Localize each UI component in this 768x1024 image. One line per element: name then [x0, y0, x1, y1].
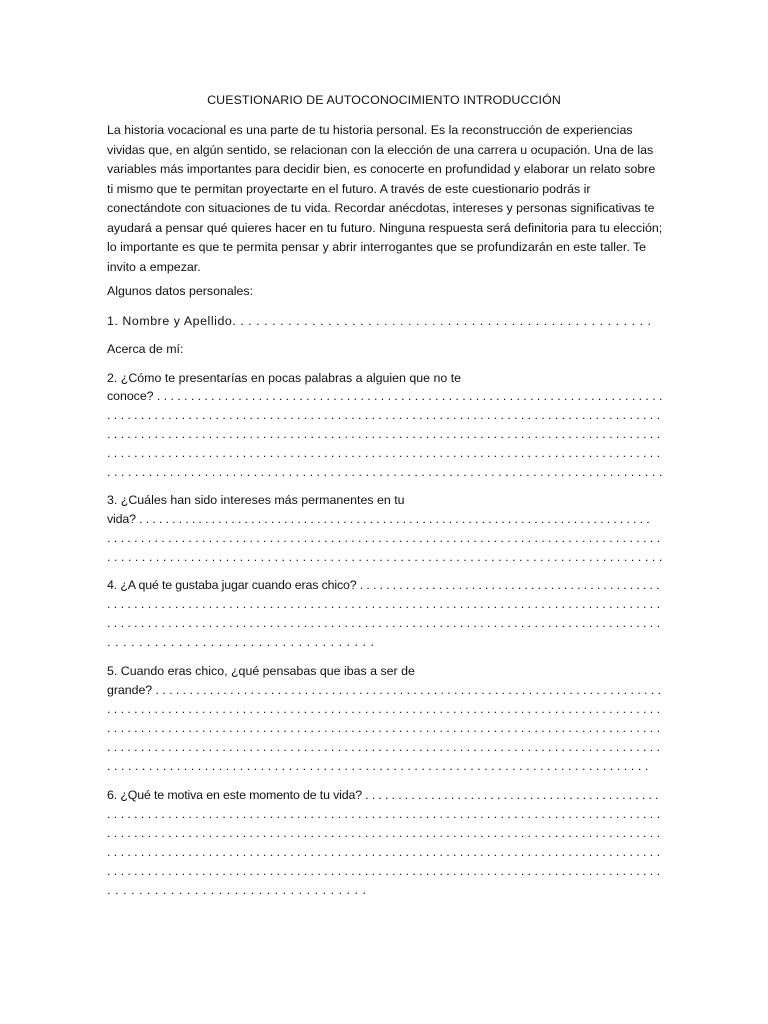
- answer-line: . . . . . . . . . . . . . . . . . . . . . . . . . . . . . . . . . . . . . . . . . . . . . . . . . . . . . . . . . . . . . . . . . . . . . . . . . . . . . . . . . .: [107, 446, 660, 460]
- answer-line: . . . . . . . . . . . . . . . . . . . . . . . . . . . . . . . . . . . . . . . . . . . . . . . . . . . . . . . . . . . . . . . . . . . . . . . . . . . . . . . . . .: [107, 616, 660, 630]
- question-6-text: 6. ¿Qué te motiva en este momento de tu vida? . . . . . . . . . . . . . . . . . . . . . . . . . . . . . . . . . . . . . . . . . . . . .: [107, 788, 659, 802]
- answer-line: . . . . . . . . . . . . . . . . . . . . . . . . . . . . . . . . . . . . . . . . . . . . . . . . . . . . . . . . . . . . . . . . . . . . . . . . . . . . . . . . . .: [107, 531, 660, 545]
- question-5-text: 5. Cuando eras chico, ¿qué pensabas que ibas a ser de: [107, 664, 415, 678]
- about-me-heading: Acerca de mí:: [107, 342, 184, 356]
- answer-line: conoce? . . . . . . . . . . . . . . . . . . . . . . . . . . . . . . . . . . . . . . . . . . . . . . . . . . . . . . . . . . . . . . . . . . . . . . . . . . .: [107, 389, 663, 403]
- answer-line: . . . . . . . . . . . . . . . . . . . . . . . . . . . . . . . . . .: [107, 635, 375, 649]
- answer-line: vida? . . . . . . . . . . . . . . . . . . . . . . . . . . . . . . . . . . . . . . . . . . . . . . . . . . . . . . . . . . . . . . . . . . . . . . . . . . . . . .: [107, 512, 650, 526]
- question-1-name: 1. Nombre y Apellido. . . . . . . . . . . . . . . . . . . . . . . . . . . . . . . . . . . . . . . . . . . . . . . . . . . . .: [107, 314, 652, 328]
- answer-line: . . . . . . . . . . . . . . . . . . . . . . . . . . . . . . . . .: [107, 883, 367, 897]
- answer-line: grande? . . . . . . . . . . . . . . . . . . . . . . . . . . . . . . . . . . . . . . . . . . . . . . . . . . . . . . . . . . . . . . . . . . . . . . . . . . .: [107, 683, 662, 697]
- answer-line: . . . . . . . . . . . . . . . . . . . . . . . . . . . . . . . . . . . . . . . . . . . . . . . . . . . . . . . . . . . . . . . . . . . . . . . . . . . . . . . . . .: [107, 864, 660, 878]
- answer-line: . . . . . . . . . . . . . . . . . . . . . . . . . . . . . . . . . . . . . . . . . . . . . . . . . . . . . . . . . . . . . . . . . . . . . . . . . . . . . . . . . .: [107, 702, 660, 716]
- answer-line: . . . . . . . . . . . . . . . . . . . . . . . . . . . . . . . . . . . . . . . . . . . . . . . . . . . . . . . . . . . . . . . . . . . . . . . . . . . . . . . . . .: [107, 807, 660, 821]
- answer-line: . . . . . . . . . . . . . . . . . . . . . . . . . . . . . . . . . . . . . . . . . . . . . . . . . . . . . . . . . . . . . . . . . . . . . . . . . . . . . . . . . .: [107, 845, 660, 859]
- question-4-text: 4. ¿A qué te gustaba jugar cuando eras chico? . . . . . . . . . . . . . . . . . . . . . . . . . . . . . . . . . . . . . . . . . . . . . .: [107, 578, 660, 592]
- answer-line: . . . . . . . . . . . . . . . . . . . . . . . . . . . . . . . . . . . . . . . . . . . . . . . . . . . . . . . . . . . . . . . . . . . . . . . . . . . . . . . . . .: [107, 408, 660, 422]
- answer-line: . . . . . . . . . . . . . . . . . . . . . . . . . . . . . . . . . . . . . . . . . . . . . . . . . . . . . . . . . . . . . . . . . . . . . . . . . . . . . .: [107, 759, 649, 773]
- personal-data-heading: Algunos datos personales:: [107, 284, 254, 298]
- answer-line: . . . . . . . . . . . . . . . . . . . . . . . . . . . . . . . . . . . . . . . . . . . . . . . . . . . . . . . . . . . . . . . . . . . . . . . . . . . . . . . . . .: [107, 597, 660, 611]
- document-title: CUESTIONARIO DE AUTOCONOCIMIENTO INTRODUCCIÓN: [207, 93, 561, 107]
- answer-line: . . . . . . . . . . . . . . . . . . . . . . . . . . . . . . . . . . . . . . . . . . . . . . . . . . . . . . . . . . . . . . . . . . . . . . . . . . . . . . . .: [107, 465, 663, 479]
- question-2-text: 2. ¿Cómo te presentarías en pocas palabras a alguien que no te: [107, 371, 462, 385]
- intro-paragraph: La historia vocacional es una parte de tu historia personal. Es la reconstrucción de experiencias vividas que, en algún sentido, se relacionan con la elección de una carrera u ocupación. Una de las variables más importantes para decidir bien, es conocerte en profundidad y elaborar un relato sobre ti mismo que te permitan proyectarte en el futuro. A través de este cuestionario podrás ir conectándote con situaciones de tu vida. Recordar anécdotas, intereses y personas significativas te ayudará a pensar qué quieres hacer en tu futuro. Ninguna respuesta será definitoria para tu elección; lo importante es que te permita pensar y abrir interrogantes que se profundizarán en este taller. Te invito a empezar.: [107, 123, 663, 274]
- answer-line: . . . . . . . . . . . . . . . . . . . . . . . . . . . . . . . . . . . . . . . . . . . . . . . . . . . . . . . . . . . . . . . . . . . . . . . . . . . . . . . . . .: [107, 740, 660, 754]
- answer-line: . . . . . . . . . . . . . . . . . . . . . . . . . . . . . . . . . . . . . . . . . . . . . . . . . . . . . . . . . . . . . . . . . . . . . . . . . . . . . . . .: [107, 550, 663, 564]
- answer-line: . . . . . . . . . . . . . . . . . . . . . . . . . . . . . . . . . . . . . . . . . . . . . . . . . . . . . . . . . . . . . . . . . . . . . . . . . . . . . . . . . .: [107, 427, 660, 441]
- question-3-text: 3. ¿Cuáles han sido intereses más permanentes en tu: [107, 493, 405, 507]
- answer-line: . . . . . . . . . . . . . . . . . . . . . . . . . . . . . . . . . . . . . . . . . . . . . . . . . . . . . . . . . . . . . . . . . . . . . . . . . . . . . . . . . .: [107, 826, 660, 840]
- answer-line: . . . . . . . . . . . . . . . . . . . . . . . . . . . . . . . . . . . . . . . . . . . . . . . . . . . . . . . . . . . . . . . . . . . . . . . . . . . . . . . . . .: [107, 721, 660, 735]
